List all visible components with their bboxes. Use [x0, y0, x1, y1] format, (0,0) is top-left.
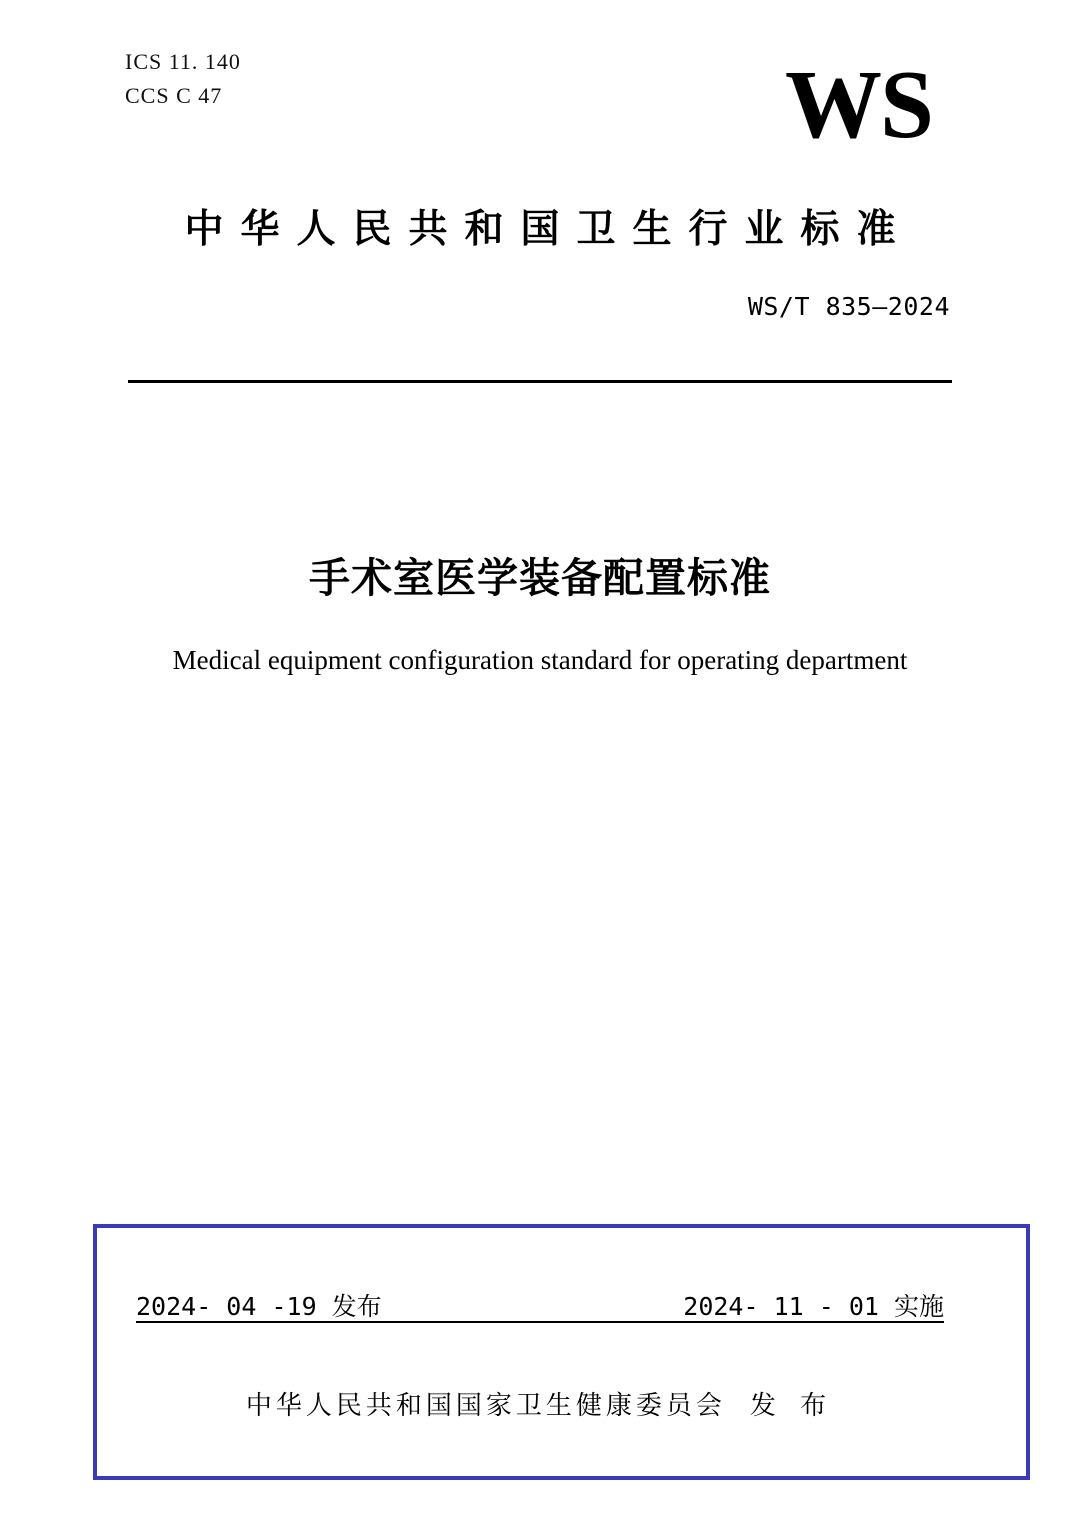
ics-code: ICS 11. 140 — [125, 49, 241, 74]
issuing-authority — [0, 1385, 1080, 1422]
issuer-name: 中华人民共和国国家卫生健康委员会 — [245, 1391, 726, 1421]
publication-dates — [136, 1287, 944, 1323]
issuer-publish-label: 发 布 — [749, 1391, 835, 1421]
ws-logo: WS — [785, 51, 932, 158]
footer-frame — [93, 1224, 1030, 1480]
classification-codes — [125, 45, 241, 113]
ccs-code: CCS C 47 — [125, 83, 223, 108]
header-divider — [128, 380, 952, 383]
document-title-chinese: 手术室医学装备配置标准 — [309, 554, 771, 602]
standard-number: WS/T 835—2024 — [747, 292, 950, 321]
issue-date: 2024- 04 -19 发布 — [136, 1292, 382, 1321]
standard-header-title: 中华人民共和国卫生行业标准 — [184, 207, 913, 252]
implementation-date: 2024- 11 - 01 实施 — [683, 1292, 944, 1321]
dates-underline — [136, 1321, 944, 1323]
document-title-english: Medical equipment configuration standard for operating department — [172, 645, 908, 675]
